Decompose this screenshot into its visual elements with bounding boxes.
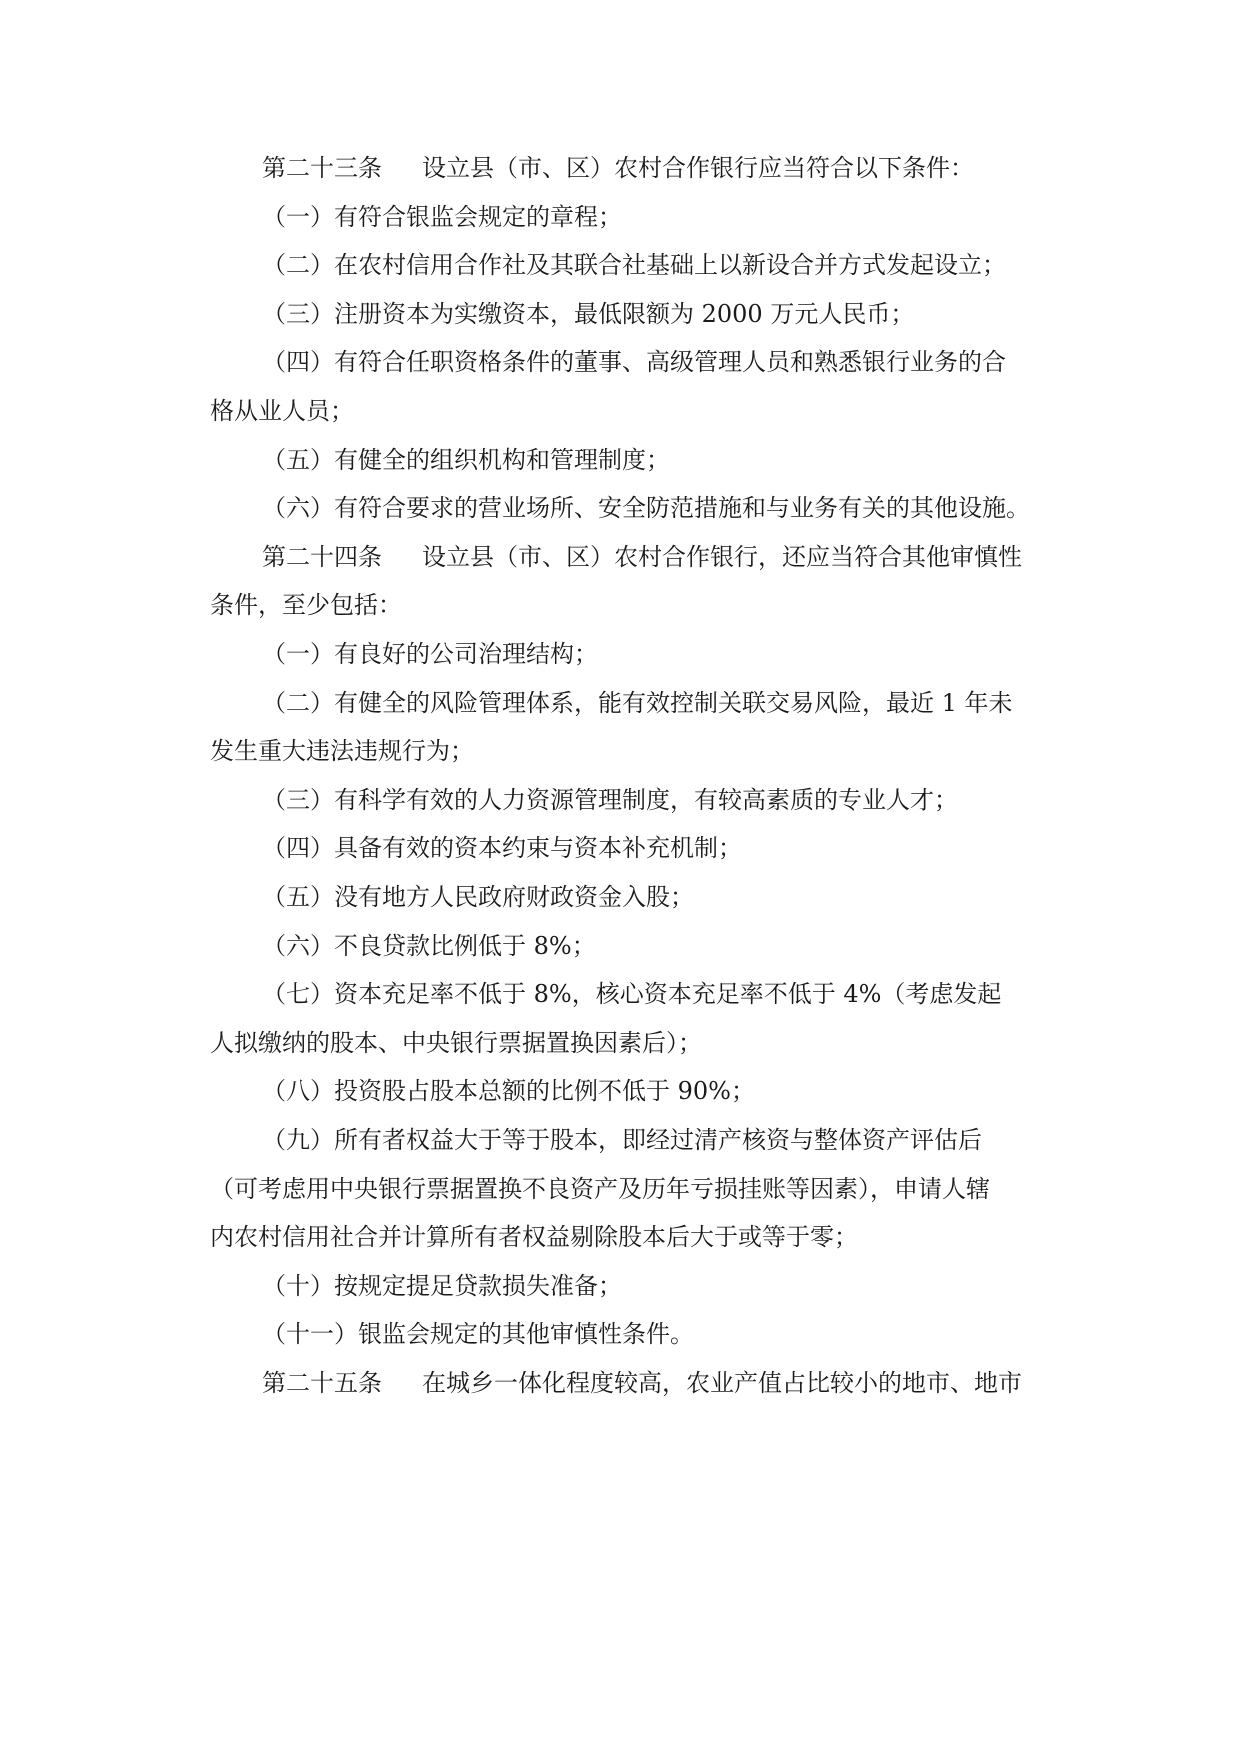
continuation-line: 条件，至少包括： [210, 591, 402, 620]
article-line [262, 537, 1040, 577]
article-number: 第二十三条 [262, 154, 382, 182]
clause-line: （六）有符合要求的营业场所、安全防范措施和与业务有关的其他设施。 [262, 494, 1030, 523]
article-line [262, 148, 1040, 188]
clause-line: （二）有健全的风险管理体系，能有效控制关联交易风险，最近 1 年未 [262, 688, 1013, 717]
clause-line: （九）所有者权益大于等于股本，即经过清产核资与整体资产评估后 [262, 1126, 982, 1154]
article-text: 设立县（市、区）农村合作银行应当符合以下条件： [422, 154, 974, 182]
article-text: 在城乡一体化程度较高，农业产值占比较小的地市、地市 [422, 1369, 1022, 1397]
clause-line: （五）有健全的组织机构和管理制度； [262, 445, 670, 474]
clause-line: （六）不良贷款比例低于 8%； [262, 931, 596, 960]
continuation-line: 人拟缴纳的股本、中央银行票据置换因素后）； [210, 1028, 702, 1057]
clause-line: （十）按规定提足贷款损失准备； [262, 1271, 622, 1300]
continuation-line: 发生重大违法违规行为； [210, 737, 474, 766]
continuation-line: （可考虑用中央银行票据置换不良资产及历年亏损挂账等因素），申请人辖 [210, 1174, 990, 1203]
clause-line: （四）具备有效的资本约束与资本补充机制； [262, 834, 742, 863]
article-text: 设立县（市、区）农村合作银行，还应当符合其他审慎性 [422, 542, 1022, 571]
clause-line: （三）注册资本为实缴资本，最低限额为 2000 万元人民币； [262, 299, 915, 328]
continuation-line: 格从业人员； [210, 397, 354, 425]
clause-line: （二）在农村信用合作社及其联合社基础上以新设合并方式发起设立； [262, 251, 1006, 280]
clause-line: （八）投资股占股本总额的比例不低于 90%； [262, 1077, 755, 1106]
article-number: 第二十四条 [262, 542, 382, 571]
clause-line: （一）有良好的公司治理结构； [262, 640, 598, 668]
clause-line: （四）有符合任职资格条件的董事、高级管理人员和熟悉银行业务的合 [262, 348, 1006, 377]
clause-line: （五）没有地方人民政府财政资金入股； [262, 883, 694, 911]
clause-line: （一）有符合银监会规定的章程； [262, 202, 622, 231]
clause-line: （三）有科学有效的人力资源管理制度，有较高素质的专业人才； [262, 785, 958, 814]
clause-line: （十一）银监会规定的其他审慎性条件。 [262, 1320, 694, 1349]
clause-line: （七）资本充足率不低于 8%，核心资本充足率不低于 4%（考虑发起 [262, 980, 1002, 1009]
article-number: 第二十五条 [262, 1369, 382, 1397]
continuation-line: 内农村信用社合并计算所有者权益剔除股本后大于或等于零； [210, 1223, 858, 1252]
article-line [262, 1363, 1040, 1403]
